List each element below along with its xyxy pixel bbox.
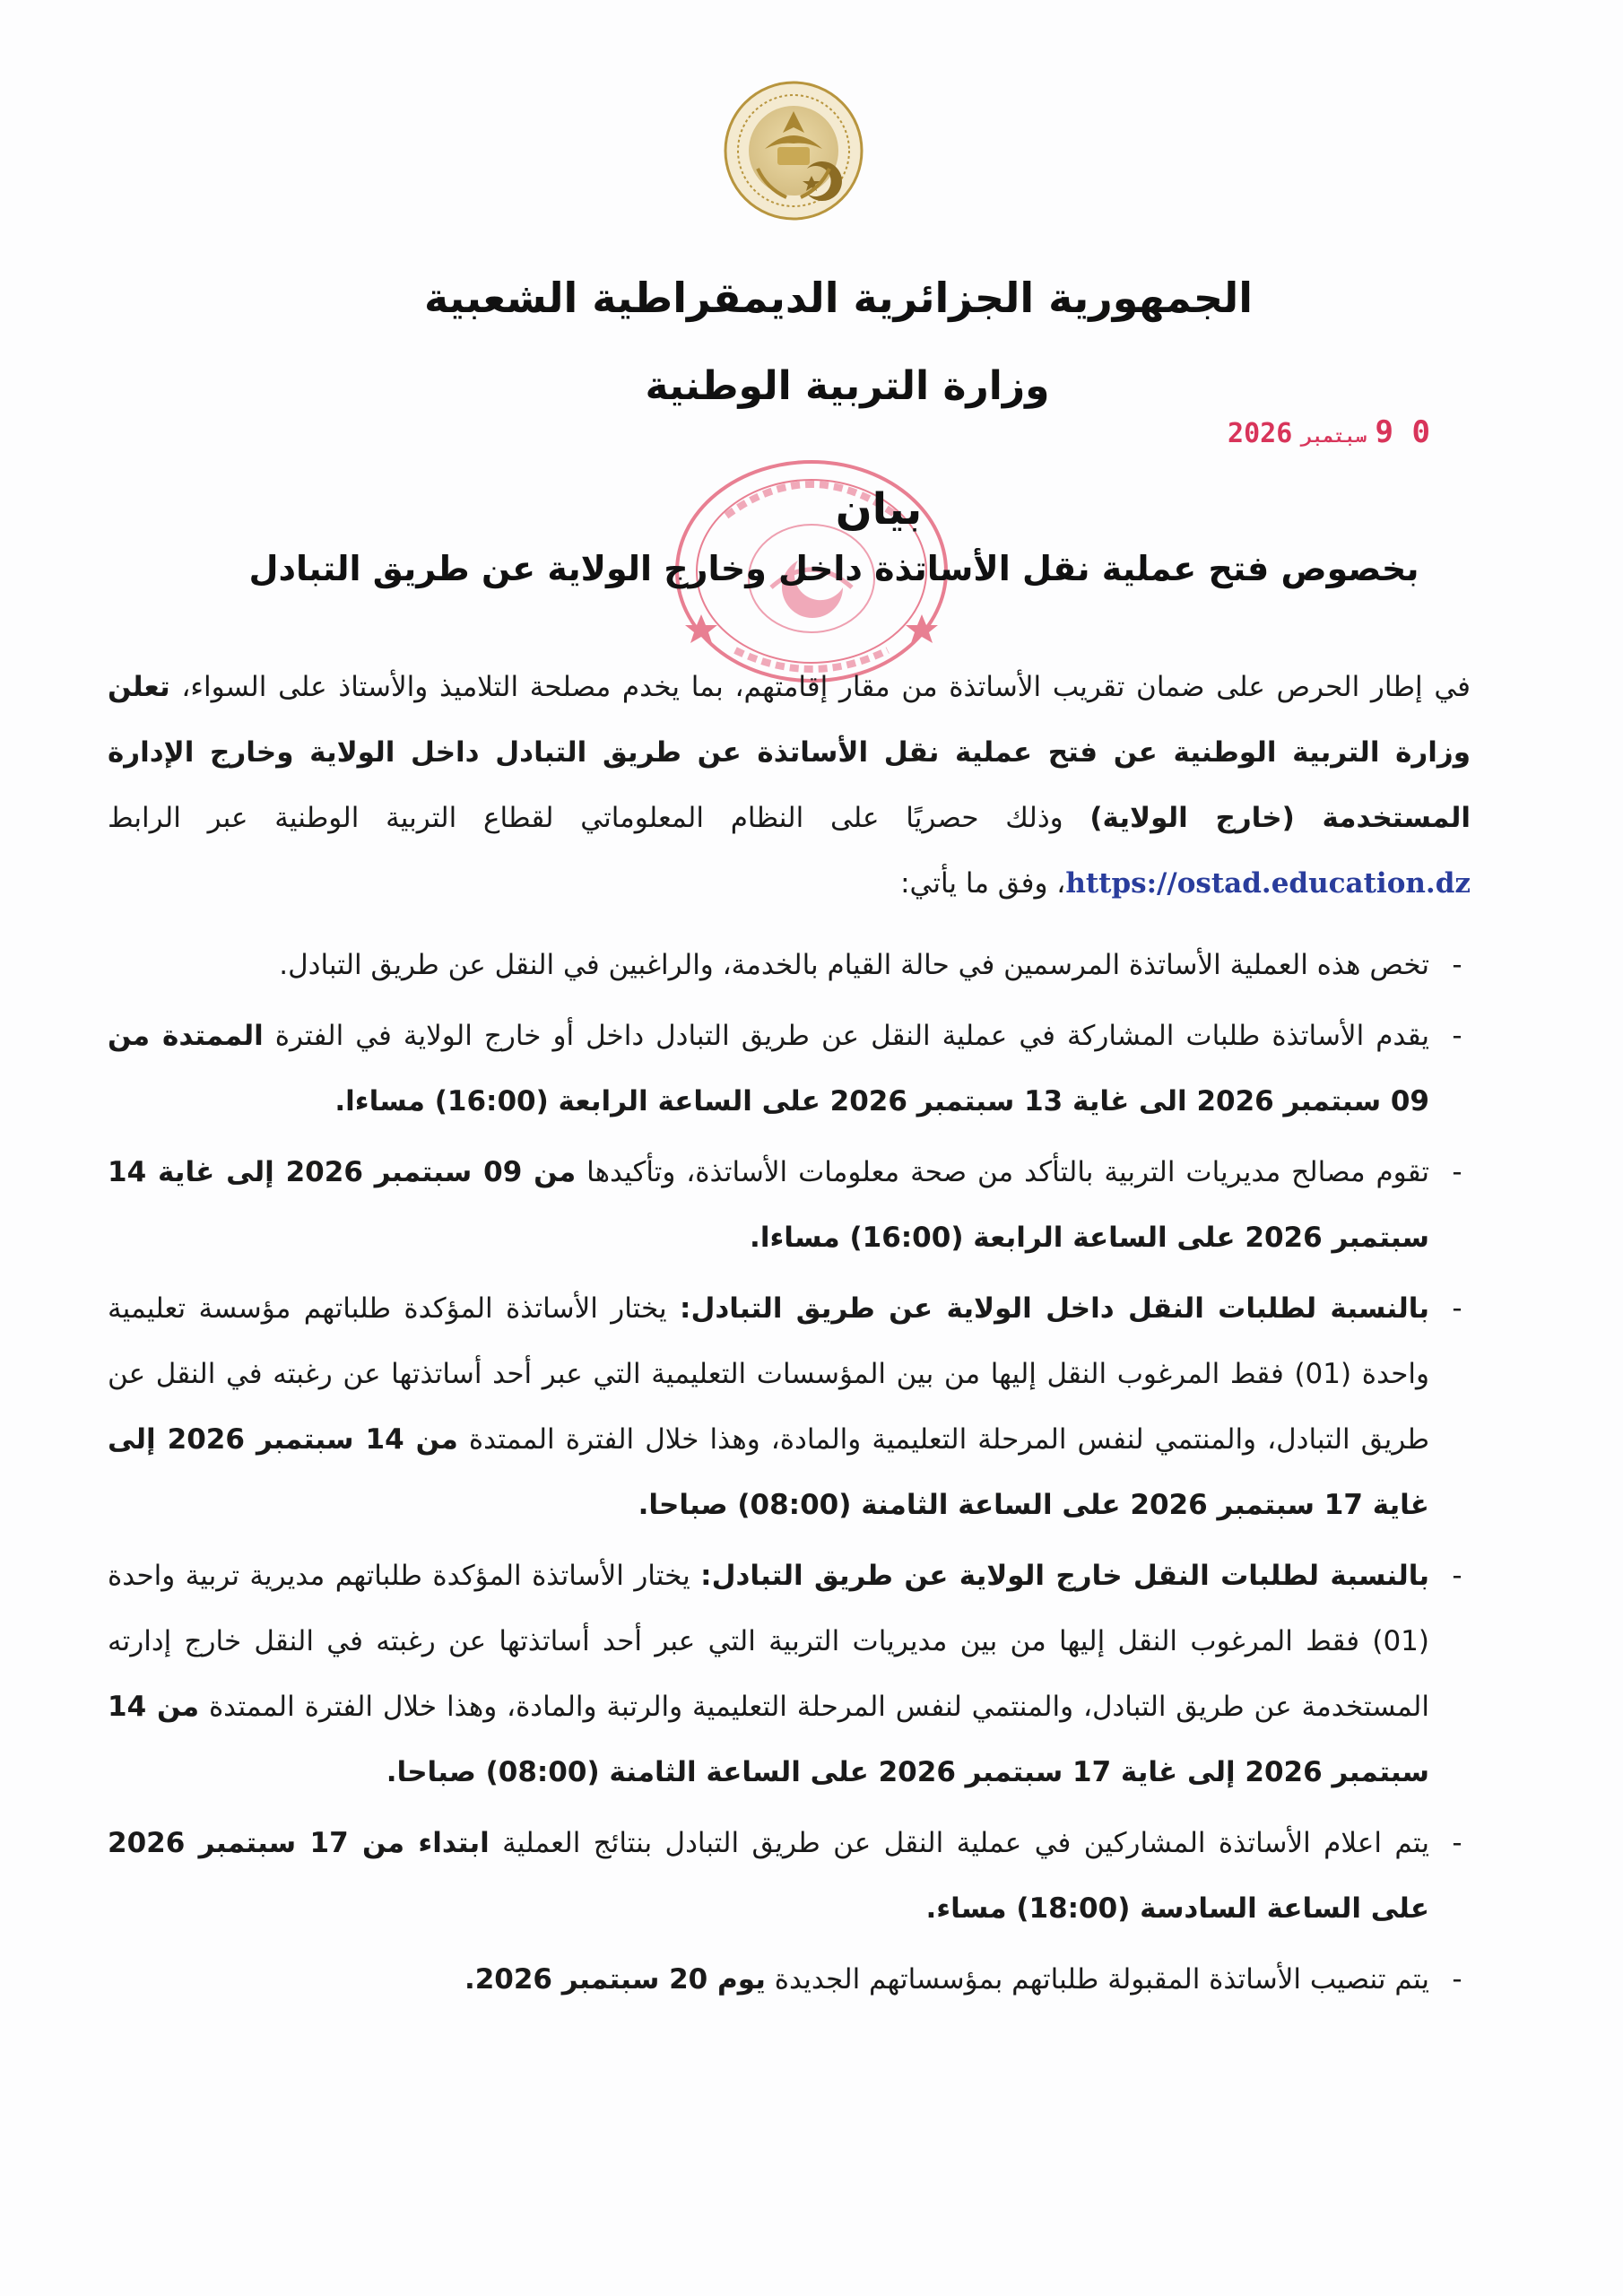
bullet-dash: -: [1452, 1292, 1462, 1325]
point-deadline: من 14 سبتمبر 2026 إلى غاية 17 سبتمبر 2026 على الساعة الثامنة (08:00) صباحا.: [108, 1691, 1429, 1788]
intro-part3: وذلك حصريًا على النظام المعلوماتي لقطاع التربية الوطنية عبر الرابط: [108, 802, 1090, 834]
notice-body: [108, 655, 1471, 2018]
bullet-dash: -: [1452, 1827, 1462, 1859]
date-month: سبتمبر: [1301, 425, 1367, 447]
point-deadline: ابتداء من 17 سبتمبر 2026 على الساعة السادسة (18:00) مساء.: [108, 1827, 1429, 1925]
bullet-dash: -: [1452, 1560, 1462, 1592]
date-year: 2026: [1228, 418, 1293, 449]
list-item: [108, 1544, 1471, 1805]
notice-points-list: [108, 933, 1471, 2013]
point-deadline: الممتدة من 09 سبتمبر 2026 الى غاية 13 سبتمبر 2026 على الساعة الرابعة (16:00) مساءا.: [108, 1020, 1429, 1118]
point-text: يتم اعلام الأساتذة المشاركين في عملية النقل عن طريق التبادل بنتائج العملية: [489, 1827, 1430, 1859]
point-text: يتم تنصيب الأساتذة المقبولة طلباتهم بمؤسساتهم الجديدة: [765, 1963, 1429, 1996]
point-lead: بالنسبة لطلبات النقل خارج الولاية عن طريق التبادل:: [700, 1560, 1429, 1592]
point-deadline: من 14 سبتمبر 2026 إلى غاية 17 سبتمبر 2026 على الساعة الثامنة (08:00) صباحا.: [108, 1423, 1429, 1521]
bullet-dash: -: [1452, 1020, 1462, 1052]
point-deadline: من 09 سبتمبر 2026 إلى غاية 14 سبتمبر 2026 على الساعة الرابعة (16:00) مساءا.: [108, 1156, 1429, 1254]
point-text: تخص هذه العملية الأساتذة المرسمين في حالة القيام بالخدمة، والراغبين في النقل عن طريق التبادل.: [279, 949, 1429, 981]
list-item: [108, 1276, 1471, 1538]
intro-announcement: تعلن وزارة التربية الوطنية عن فتح عملية نقل الأساتذة عن طريق التبادل داخل الولاية وخارج الإدارة المستخدمة (خارج الولاية): [108, 671, 1471, 834]
republic-heading: الجمهورية الجزائرية الديمقراطية الشعبية: [423, 274, 1254, 322]
point-text: يختار الأساتذة المؤكدة طلباتهم مؤسسة تعليمية واحدة (01) فقط المرغوب النقل إليها من بين المؤسسات التعليمية التي عبر أحد أساتذتها عن رغبته في النقل عن طريق التبادل، والمنتمي لنفس المرحلة التعليمية والمادة، وهذا خلال الفترة الممتدة: [108, 1292, 1430, 1456]
bullet-dash: -: [1452, 1963, 1462, 1996]
list-item: [108, 1947, 1471, 2013]
list-item: [108, 1811, 1471, 1942]
point-text: تقوم مصالح مديريات التربية بالتأكد من صحة معلومات الأساتذة، وتأكيدها: [576, 1156, 1429, 1188]
intro-part1: في إطار الحرص على ضمان تقريب الأساتذة من مقار إقامتهم، بما يخدم مصلحة التلاميذ والأستاذ على السواء،: [169, 671, 1471, 703]
list-item: [108, 1140, 1471, 1271]
national-emblem-seal: [722, 79, 865, 222]
date-day: 0 9: [1375, 414, 1430, 450]
notice-title: بيان: [835, 484, 923, 535]
intro-paragraph: [108, 655, 1471, 917]
point-lead: بالنسبة لطلبات النقل داخل الولاية عن طريق التبادل:: [680, 1292, 1429, 1325]
list-item: [108, 1004, 1471, 1135]
point-text: يختار الأساتذة المؤكدة طلباتهم مديرية تربية واحدة (01) فقط المرغوب النقل إليها من بين مديريات التربية التي عبر أحد أساتذتها عن رغبته في النقل خارج إدارته المستخدمة عن طريق التبادل، والمنتمي لنفس المرحلة التعليمية والرتبة والمادة، وهذا خلال الفترة الممتدة: [108, 1560, 1429, 1723]
bullet-dash: -: [1452, 949, 1462, 981]
bullet-dash: -: [1452, 1156, 1462, 1188]
point-deadline: يوم 20 سبتمبر 2026.: [464, 1963, 766, 1996]
intro-part4: ، وفق ما يأتي:: [900, 867, 1066, 900]
list-item: [108, 933, 1471, 998]
ministry-heading: وزارة التربية الوطنية: [645, 363, 1050, 409]
point-text: يقدم الأساتذة طلبات المشاركة في عملية النقل عن طريق التبادل داخل أو خارج الولاية في الفترة: [263, 1020, 1429, 1052]
ostad-link[interactable]: https://ostad.education.dz: [1065, 867, 1471, 900]
date-stamp: [1228, 414, 1430, 459]
notice-subject: بخصوص فتح عملية نقل الأساتذة داخل وخارج الولاية عن طريق التبادل: [248, 549, 1419, 588]
